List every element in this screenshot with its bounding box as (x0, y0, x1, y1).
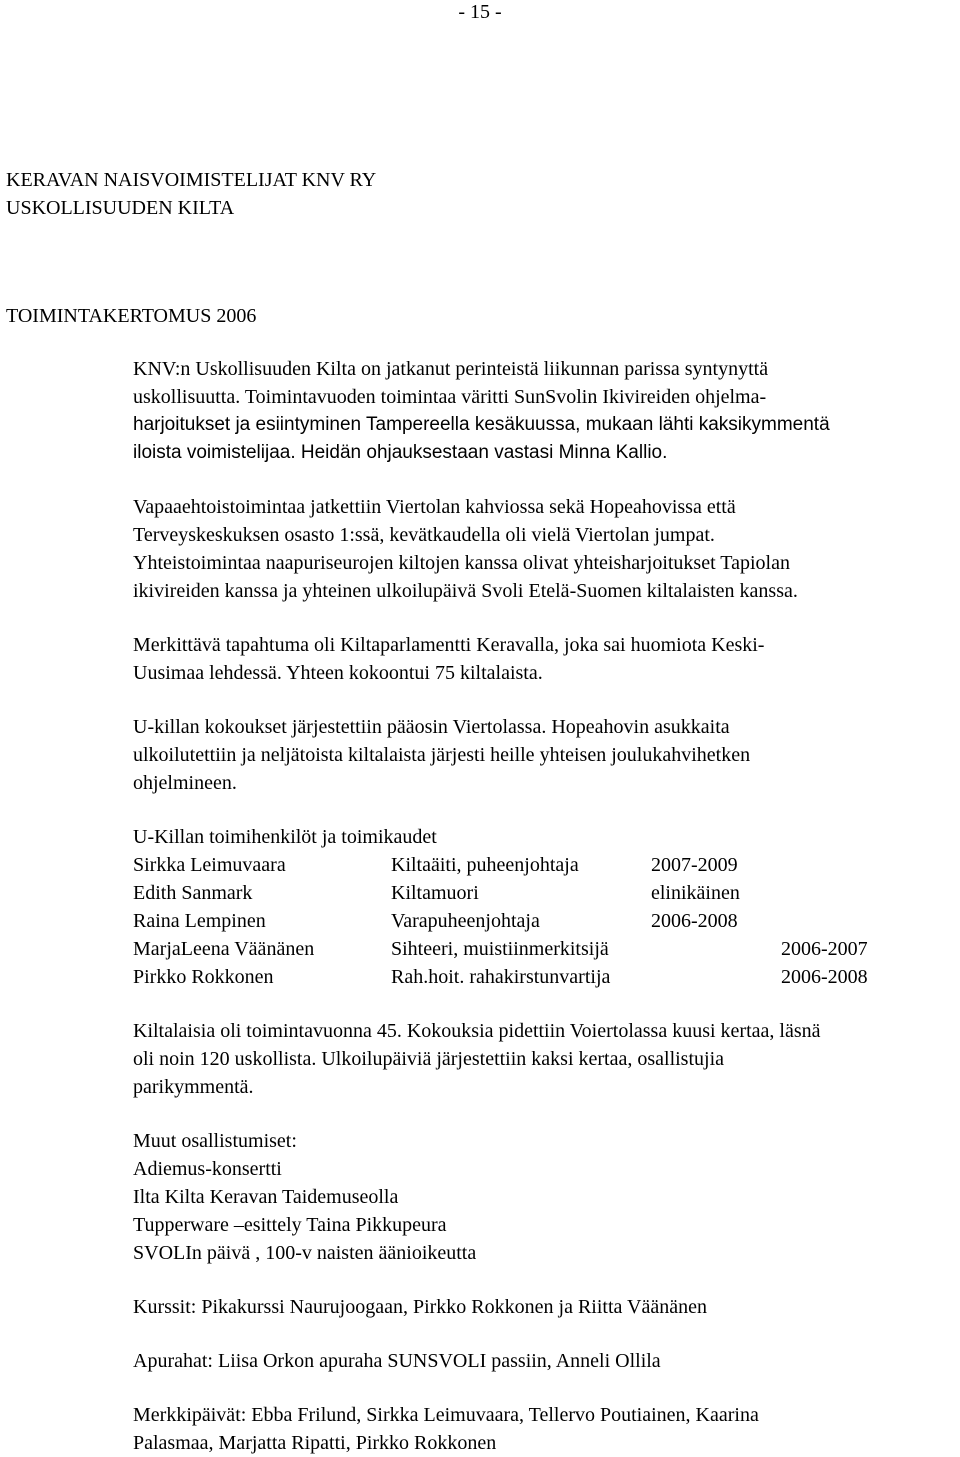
report-body (133, 355, 960, 1457)
paragraph-line: ulkoilutettiin ja neljätoista kiltalaista järjesti heille yhteisen joulukahvihetken (133, 744, 751, 766)
paragraph-intro (133, 355, 960, 467)
list-item: Tupperware –esittely Taina Pikkupeura (133, 1214, 447, 1236)
official-name: Raina Lempinen (133, 910, 266, 932)
paragraph-line: parikymmentä. (133, 1076, 254, 1098)
official-role: Rah.hoit. rahakirstunvartija (391, 966, 611, 988)
officials-heading-text: U-Killan toimihenkilöt ja toimikaudet (133, 826, 437, 848)
table-row (133, 907, 960, 935)
paragraph-line: Kiltalaisia oli toimintavuonna 45. Kokouksia pidettiin Voiertolassa kuusi kertaa, läsnä (133, 1020, 821, 1042)
paragraph-line: Vapaaehtoistoimintaa jatkettiin Viertolan kahviossa sekä Hopeahovissa että (133, 496, 736, 518)
organization-name: KERAVAN NAISVOIMISTELIJAT KNV RY (6, 169, 377, 191)
official-role: Sihteeri, muistiinmerkitsijä (391, 938, 609, 960)
paragraph-volunteer (133, 493, 960, 605)
report-title: TOIMINTAKERTOMUS 2006 (6, 305, 257, 327)
paragraph-grants (133, 1347, 960, 1375)
official-name: MarjaLeena Väänänen (133, 938, 315, 960)
paragraph-line: iloista voimistelijaa. Heidän ohjauksestaan vastasi Minna Kallio. (133, 442, 668, 463)
official-role: Kiltaäiti, puheenjohtaja (391, 854, 579, 876)
official-role: Varapuheenjohtaja (391, 910, 540, 932)
paragraph-line: U-killan kokoukset järjestettiin pääosin Viertolassa. Hopeahovin asukkaita (133, 716, 730, 738)
paragraph-line: KNV:n Uskollisuuden Kilta on jatkanut perinteistä liikunnan parissa syntynyttä (133, 358, 769, 380)
paragraph-line: Merkkipäivät: Ebba Frilund, Sirkka Leimuvaara, Tellervo Poutiainen, Kaarina (133, 1404, 759, 1426)
other-participations (133, 1127, 960, 1267)
table-row (133, 963, 960, 991)
paragraph-line: Terveyskeskuksen osasto 1:ssä, kevätkaudella oli vielä Viertolan jumpat. (133, 524, 715, 546)
paragraph-line: Yhteistoimintaa naapuriseurojen kiltojen kanssa olivat yhteisharjoitukset Tapiolan (133, 552, 790, 574)
paragraph-badge-days (133, 1401, 960, 1457)
table-row (133, 879, 960, 907)
paragraph-members (133, 1017, 960, 1101)
official-role: Kiltamuori (391, 882, 479, 904)
official-term: 2007-2009 (651, 854, 738, 876)
official-term: 2006-2007 (781, 938, 868, 960)
organization-heading (6, 166, 376, 222)
officials-heading (133, 823, 960, 851)
spacer (133, 797, 960, 823)
spacer (133, 687, 960, 713)
page-number: - 15 - (458, 1, 502, 23)
spacer (133, 1267, 960, 1293)
spacer (133, 605, 960, 631)
spacer (133, 1101, 960, 1127)
paragraph-line: harjoitukset ja esiintyminen Tampereella kesäkuussa, mukaan lähti kaksikymmentä (133, 414, 830, 435)
list-item: Ilta Kilta Keravan Taidemuseolla (133, 1186, 399, 1208)
official-name: Sirkka Leimuvaara (133, 854, 286, 876)
official-term: 2006-2008 (651, 910, 738, 932)
spacer (133, 467, 960, 493)
paragraph-meetings (133, 713, 960, 797)
organization-subtitle: USKOLLISUUDEN KILTA (6, 197, 235, 219)
official-name: Edith Sanmark (133, 882, 253, 904)
paragraph-line: uskollisuutta. Toimintavuoden toimintaa väritti SunSvolin Ikivireiden ohjelma- (133, 386, 767, 408)
paragraph-courses (133, 1293, 960, 1321)
grants-text: Apurahat: Liisa Orkon apuraha SUNSVOLI passiin, Anneli Ollila (133, 1350, 661, 1372)
paragraph-line: Merkittävä tapahtuma oli Kiltaparlamentti Keravalla, joka sai huomiota Keski- (133, 634, 765, 656)
paragraph-line: ohjelmineen. (133, 772, 237, 794)
officials-table (133, 823, 960, 991)
table-row (133, 935, 960, 963)
other-heading: Muut osallistumiset: (133, 1130, 297, 1152)
paragraph-line: Uusimaa lehdessä. Yhteen kokoontui 75 kiltalaista. (133, 662, 543, 684)
list-item: Adiemus-konsertti (133, 1158, 282, 1180)
paragraph-event (133, 631, 960, 687)
spacer (133, 991, 960, 1017)
official-name: Pirkko Rokkonen (133, 966, 274, 988)
paragraph-line: ikivireiden kanssa ja yhteinen ulkoilupäivä Svoli Etelä-Suomen kiltalaisten kanssa. (133, 580, 798, 602)
list-item: SVOLIn päivä , 100-v naisten äänioikeutta (133, 1242, 477, 1264)
spacer (133, 1321, 960, 1347)
paragraph-line: oli noin 120 uskollista. Ulkoilupäiviä järjestettiin kaksi kertaa, osallistujia (133, 1048, 725, 1070)
official-term: 2006-2008 (781, 966, 868, 988)
official-term: elinikäinen (651, 882, 740, 904)
table-row (133, 851, 960, 879)
courses-text: Kurssit: Pikakurssi Naurujoogaan, Pirkko Rokkonen ja Riitta Väänänen (133, 1296, 707, 1318)
spacer (133, 1375, 960, 1401)
paragraph-line: Palasmaa, Marjatta Ripatti, Pirkko Rokkonen (133, 1432, 497, 1454)
